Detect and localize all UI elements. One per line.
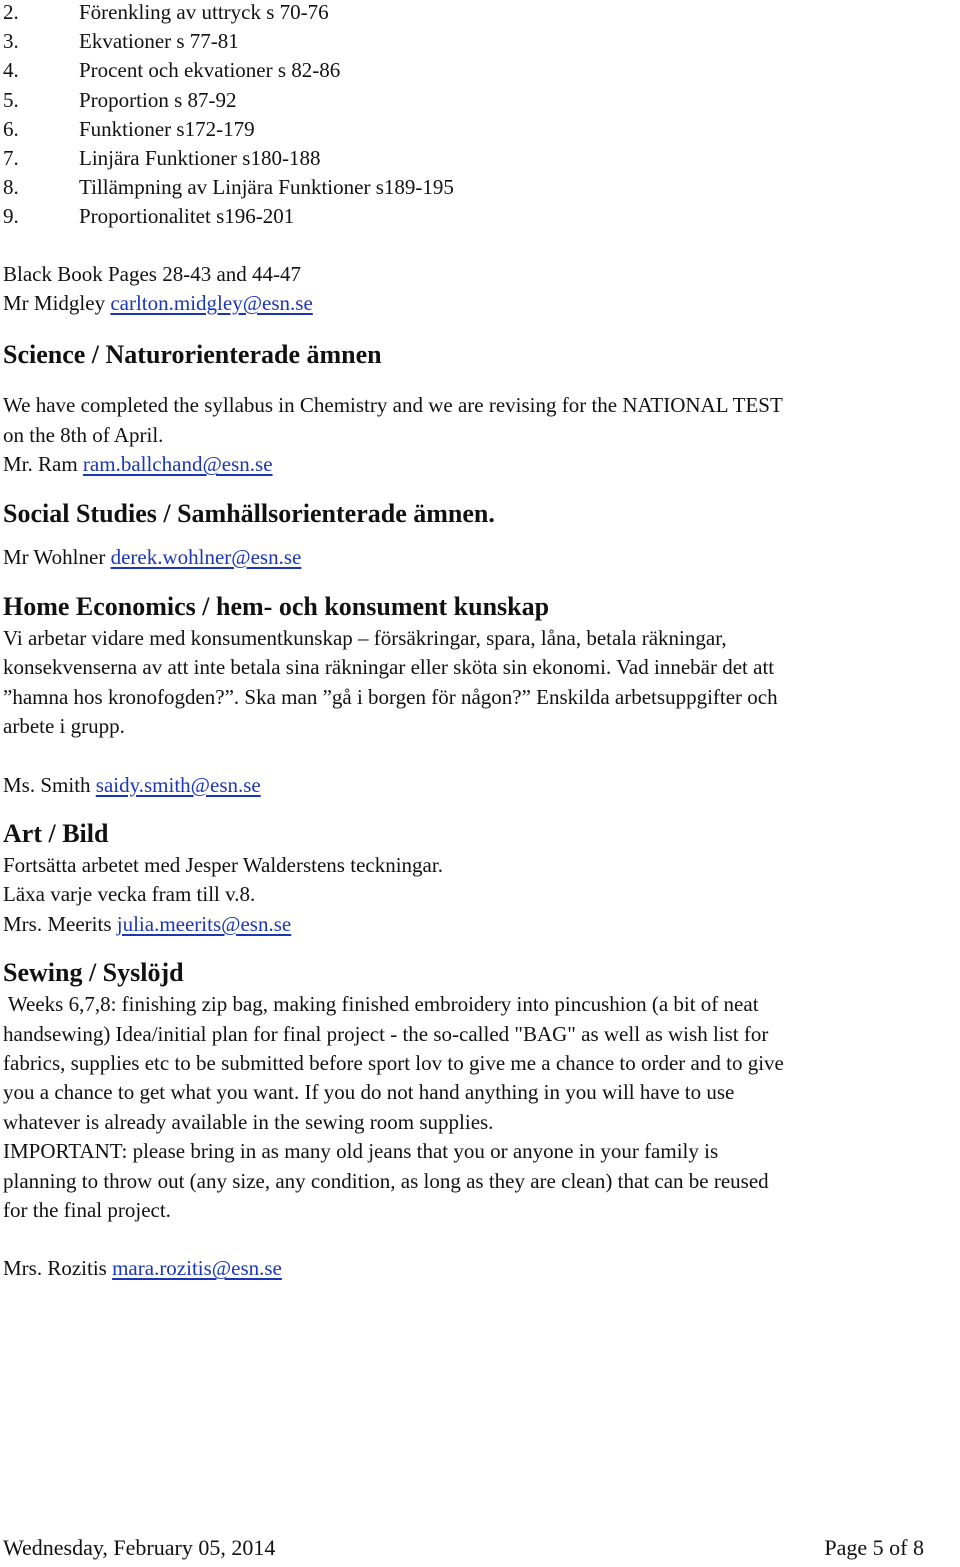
list-item: [3, 115, 958, 144]
footer-page-number: Page 5 of 8: [824, 1535, 924, 1560]
email-link[interactable]: mara.rozitis@esn.se: [112, 1256, 282, 1281]
list-text: Funktioner s172-179: [79, 116, 255, 141]
paragraph-line: planning to throw out (any size, any condition, as long as they are clean) that can be reused: [3, 1168, 769, 1193]
paragraph-line: arbete i grupp.: [3, 714, 125, 739]
section-heading-sewing: Sewing / Syslöjd: [3, 958, 184, 988]
list-item: [3, 202, 958, 231]
teacher-name: Mr Wohlner: [3, 544, 106, 569]
list-text: Ekvationer s 77-81: [79, 29, 239, 54]
email-link[interactable]: saidy.smith@esn.se: [95, 772, 261, 797]
list-number: 6.: [3, 116, 19, 141]
paragraph-line: for the final project.: [3, 1198, 171, 1223]
list-text: Tillämpning av Linjära Funktioner s189-195: [79, 175, 454, 200]
teacher-name: Mrs. Rozitis: [3, 1256, 107, 1281]
paragraph-line: you a chance to get what you want. If you do not hand anything in you will have to use: [3, 1080, 735, 1105]
list-text: Förenkling av uttryck s 70-76: [79, 0, 329, 24]
paragraph-line: fabrics, supplies etc to be submitted before sport lov to give me a chance to order and to give: [3, 1051, 784, 1075]
teacher-name: Mr. Ram: [3, 452, 78, 477]
home-ec-teacher-line: [3, 771, 958, 800]
list-text: Proportion s 87-92: [79, 87, 237, 112]
list-number: 5.: [3, 87, 19, 112]
email-link[interactable]: ram.ballchand@esn.se: [82, 452, 273, 477]
document-page: [3, 0, 958, 1284]
section-heading-home-economics: Home Economics / hem- och konsument kunskap: [3, 591, 550, 621]
paragraph-line: ”hamna hos kronofogden?”. Ska man ”gå i borgen för någon?” Enskilda arbetsuppgifter och: [3, 684, 778, 709]
list-text: Linjära Funktioner s180-188: [79, 145, 321, 170]
list-number: 4.: [3, 58, 19, 83]
list-number: 7.: [3, 145, 19, 170]
paragraph-line: handsewing) Idea/initial plan for final project - the so-called "BAG" as well as wish list for: [3, 1021, 769, 1046]
list-number: 2.: [3, 0, 19, 24]
list-text: Procent och ekvationer s 82-86: [79, 58, 341, 83]
paragraph-line: Vi arbetar vidare med konsumentkunskap – försäkringar, spara, låna, betala räkningar,: [3, 625, 727, 650]
paragraph-line: We have completed the syllabus in Chemistry and we are revising for the NATIONAL TEST: [3, 393, 783, 418]
sewing-teacher-line: [3, 1254, 958, 1283]
email-link[interactable]: derek.wohlner@esn.se: [110, 544, 302, 569]
teacher-name: Mrs. Meerits: [3, 911, 112, 936]
math-topic-list: [3, 0, 958, 232]
list-number: 8.: [3, 175, 19, 200]
list-number: 3.: [3, 29, 19, 54]
paragraph-line: on the 8th of April.: [3, 422, 164, 447]
list-text: Proportionalitet s196-201: [79, 204, 295, 229]
email-link[interactable]: carlton.midgley@esn.se: [110, 290, 313, 315]
teacher-name: Ms. Smith: [3, 772, 91, 797]
page-footer: [3, 1533, 924, 1562]
social-teacher-line: [3, 543, 958, 572]
paragraph-line: IMPORTANT: please bring in as many old jeans that you or anyone in your family is: [3, 1139, 719, 1164]
section-heading-social-studies: Social Studies / Samhällsorienterade ämnen.: [3, 498, 495, 528]
footer-date: Wednesday, February 05, 2014: [3, 1535, 276, 1560]
paragraph-line: whatever is already available in the sewing room supplies.: [3, 1109, 494, 1134]
list-item: [3, 86, 958, 115]
science-teacher-line: [3, 450, 958, 479]
list-item: [3, 27, 958, 56]
section-heading-art: Art / Bild: [3, 818, 109, 848]
paragraph-line: Läxa varje vecka fram till v.8.: [3, 882, 256, 907]
black-book-pages: Black Book Pages 28-43 and 44-47: [3, 261, 302, 286]
art-teacher-line: [3, 910, 958, 939]
email-link[interactable]: julia.meerits@esn.se: [116, 911, 292, 936]
list-item: [3, 144, 958, 173]
paragraph-line: Weeks 6,7,8: finishing zip bag, making finished embroidery into pincushion (a bit of neat: [3, 992, 759, 1017]
teacher-name: Mr Midgley: [3, 290, 106, 315]
paragraph-line: Fortsätta arbetet med Jesper Walderstens teckningar.: [3, 852, 443, 877]
paragraph-line: konsekvenserna av att inte betala sina räkningar eller sköta sin ekonomi. Vad innebär det att: [3, 655, 775, 680]
list-item: [3, 0, 958, 27]
list-item: [3, 173, 958, 202]
list-item: [3, 56, 958, 85]
section-heading-science: Science / Naturorienterade ämnen: [3, 340, 382, 370]
list-number: 9.: [3, 204, 19, 229]
math-teacher-line: [3, 289, 958, 318]
